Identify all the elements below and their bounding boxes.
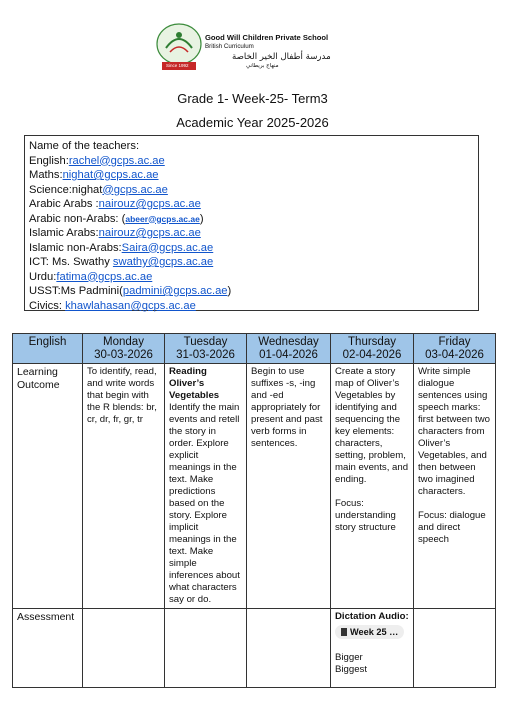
teacher-science: Science:nighat@gcps.ac.ae xyxy=(29,183,168,196)
thursday-assessment xyxy=(331,609,414,688)
teacher-ict: ICT: Ms. Swathy swathy@gcps.ac.ae xyxy=(29,256,214,268)
document-icon xyxy=(341,628,347,636)
teacher-islamic-non-arabs: Islamic non-Arabs:Saira@gcps.ac.ae xyxy=(29,241,214,254)
monday-outcome: To identify, read, and write words that begin with the R blends: br, cr, dr, fr, gr, tr xyxy=(83,364,165,609)
school-name-arabic: مدرسة أطفال الخير الخاصة xyxy=(232,52,331,62)
subject-header: English xyxy=(13,334,83,364)
friday-assessment xyxy=(414,609,496,688)
teacher-arabic-non-arabs: Arabic non-Arabs: (abeer@gcps.ac.ae) xyxy=(29,212,204,225)
day-header-friday: Friday 03-04-2026 xyxy=(414,334,496,364)
email-link[interactable]: @gcps.ac.ae xyxy=(102,183,168,196)
dictation-label: Dictation Audio: xyxy=(335,611,409,622)
friday-outcome: Write simple dialogue sentences using speech marks: first between two characters from Oliver’s Vegetables, and then between two imagined characters. Focus: dialogue and direct speech xyxy=(414,364,496,609)
teacher-english: English:rachel@gcps.ac.ae xyxy=(29,154,165,167)
weekly-plan-table xyxy=(12,333,496,688)
academic-year: Academic Year 2025-2026 xyxy=(176,115,329,130)
learning-outcome-label: Learning Outcome xyxy=(13,364,83,609)
curriculum-arabic: منهاج بريطاني xyxy=(246,63,279,69)
assessment-label: Assessment xyxy=(13,609,83,688)
email-link[interactable]: khawlahasan@gcps.ac.ae xyxy=(65,299,196,312)
email-link[interactable]: abeer@gcps.ac.ae xyxy=(125,213,200,224)
teachers-box xyxy=(24,135,479,311)
teachers-heading: Name of the teachers: xyxy=(29,140,140,152)
dictation-word: Bigger xyxy=(335,652,363,663)
teacher-urdu: Urdu:fatima@gcps.ac.ae xyxy=(29,270,153,283)
email-link[interactable]: nairouz@gcps.ac.ae xyxy=(98,198,201,210)
email-link[interactable]: padmini@gcps.ac.ae xyxy=(122,285,228,297)
teacher-civics: Civics: khawlahasan@gcps.ac.ae xyxy=(29,299,196,312)
table-row xyxy=(13,364,496,609)
teacher-arabic-arabs: Arabic Arabs :nairouz@gcps.ac.ae xyxy=(29,198,201,210)
table-row xyxy=(13,609,496,688)
wednesday-assessment xyxy=(247,609,331,688)
audio-file-chip[interactable]: Week 25 … xyxy=(335,625,404,639)
thursday-outcome: Create a story map of Oliver’s Vegetables by identifying and sequencing the key elements: characters, setting, problem, main events, and ending. Focus: understanding story structure xyxy=(331,364,414,609)
page-title: Grade 1- Week-25- Term3 xyxy=(177,91,328,106)
day-header-thursday: Thursday 02-04-2026 xyxy=(331,334,414,364)
wednesday-outcome: Begin to use suffixes -s, -ing and -ed appropriately for present and past verb forms in sentences. xyxy=(247,364,331,609)
tuesday-assessment xyxy=(165,609,247,688)
teacher-maths: Maths:nighat@gcps.ac.ae xyxy=(29,169,159,181)
email-link[interactable]: nighat@gcps.ac.ae xyxy=(62,169,159,181)
table-header-row xyxy=(13,334,496,364)
school-name: Good Will Children Private School xyxy=(205,33,329,42)
email-link[interactable]: Saira@gcps.ac.ae xyxy=(121,241,214,254)
teacher-islamic-arabs: Islamic Arabs:nairouz@gcps.ac.ae xyxy=(29,227,201,239)
monday-assessment xyxy=(83,609,165,688)
dictation-word: Biggest xyxy=(335,664,367,675)
day-header-monday: Monday 30-03-2026 xyxy=(83,334,165,364)
email-link[interactable]: nairouz@gcps.ac.ae xyxy=(98,227,201,239)
teacher-usst: USST:Ms Padmini(padmini@gcps.ac.ae) xyxy=(29,285,232,297)
curriculum-label: British Curriculum xyxy=(205,43,254,50)
tuesday-outcome: Reading Oliver’s Vegetables Identify the main events and retell the story in order. Explore explicit meanings in the text. Make predictions based on the story. Explore implicit meanings in the text. Make simple inferences about what characters say or do. xyxy=(165,364,247,609)
email-link[interactable]: fatima@gcps.ac.ae xyxy=(56,270,153,283)
email-link[interactable]: rachel@gcps.ac.ae xyxy=(68,154,165,167)
logo-since: Since 1992 xyxy=(166,63,189,68)
day-header-wednesday: Wednesday 01-04-2026 xyxy=(247,334,331,364)
email-link[interactable]: swathy@gcps.ac.ae xyxy=(112,256,214,268)
day-header-tuesday: Tuesday 31-03-2026 xyxy=(165,334,247,364)
